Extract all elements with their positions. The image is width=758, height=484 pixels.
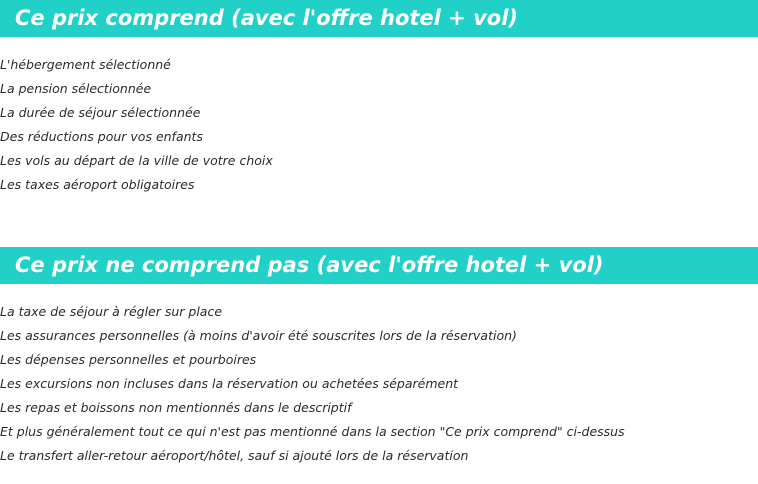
excluded-item: La taxe de séjour à régler sur place	[0, 304, 223, 319]
excluded-items-list	[0, 300, 625, 468]
excluded-item: Les dépenses personnelles et pourboires	[0, 352, 257, 367]
excluded-item: Et plus généralement tout ce qui n'est pas mentionné dans la section "Ce prix comprend" ci-dessus	[0, 424, 625, 439]
excluded-section-title: Ce prix ne comprend pas (avec l'offre hotel + vol)	[0, 247, 758, 284]
included-item: La pension sélectionnée	[0, 81, 152, 96]
excluded-item: Les repas et boissons non mentionnés dans le descriptif	[0, 400, 352, 415]
included-item: Des réductions pour vos enfants	[0, 129, 203, 144]
included-section-title: Ce prix comprend (avec l'offre hotel + vol)	[0, 0, 758, 37]
excluded-item: Les excursions non incluses dans la réservation ou achetées séparément	[0, 376, 459, 391]
included-item: La durée de séjour sélectionnée	[0, 105, 201, 120]
included-item: Les vols au départ de la ville de votre choix	[0, 153, 273, 168]
included-items-list	[0, 53, 273, 197]
excluded-item: Le transfert aller-retour aéroport/hôtel, sauf si ajouté lors de la réservation	[0, 448, 469, 463]
included-item: Les taxes aéroport obligatoires	[0, 177, 195, 192]
included-item: L'hébergement sélectionné	[0, 57, 171, 72]
excluded-item: Les assurances personnelles (à moins d'avoir été souscrites lors de la réservation)	[0, 328, 517, 343]
